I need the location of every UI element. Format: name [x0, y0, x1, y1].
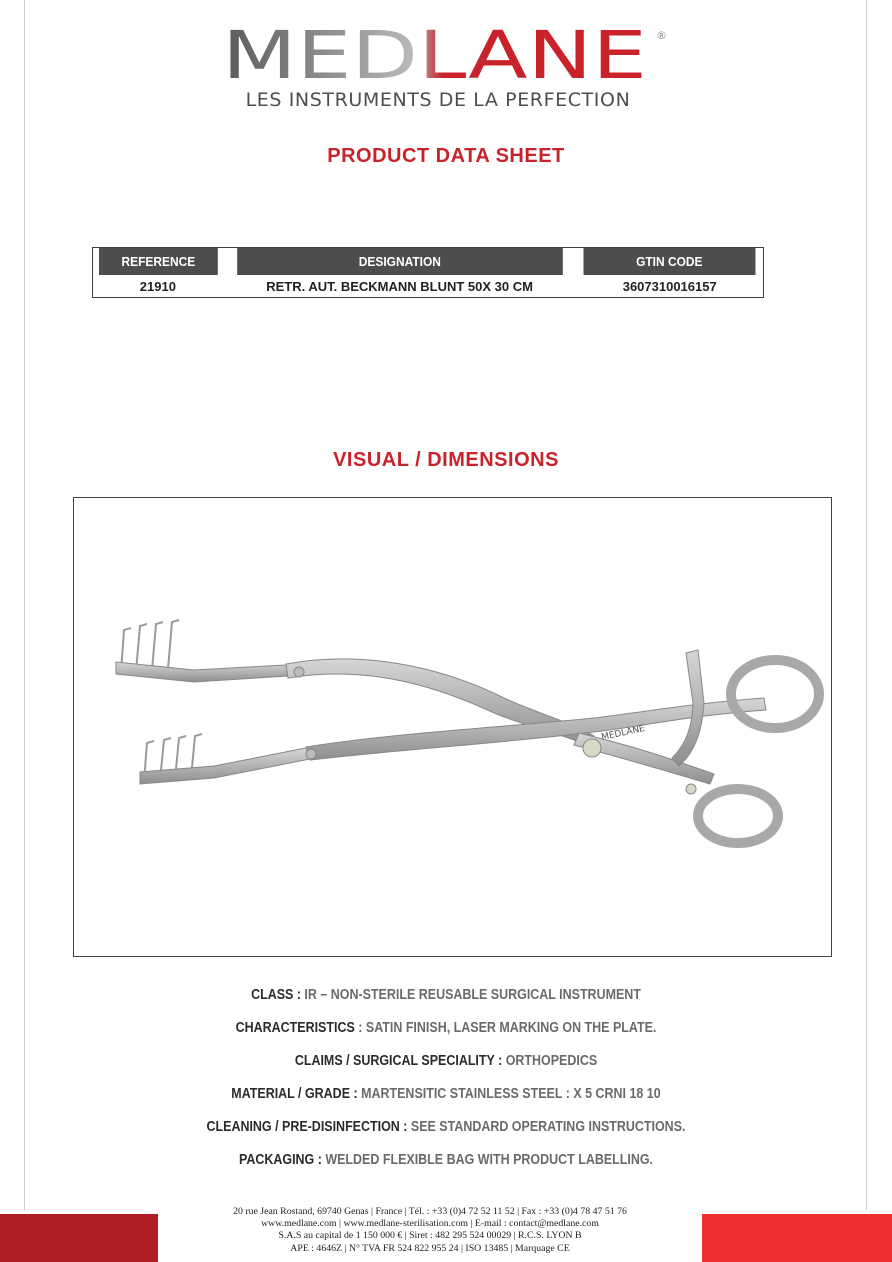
spec-class	[62, 984, 829, 1017]
ratchet-screw	[686, 784, 696, 794]
spec-label: CLASS :	[251, 987, 301, 1003]
footer-company: S.A.S au capital de 1 150 000 € | Siret : 482 295 524 00029 | R.C.S. LYON B	[278, 1230, 582, 1242]
cell-designation: RETR. AUT. BECKMANN BLUNT 50X 30 CM	[266, 278, 533, 294]
table-row	[93, 275, 764, 298]
spec-label: CLEANING / PRE-DISINFECTION :	[206, 1119, 408, 1135]
self-retaining-retractor-icon	[74, 498, 831, 956]
footer-bar-left	[0, 1214, 158, 1262]
spec-value: ORTHOPEDICS	[505, 1053, 598, 1069]
upper-finger-ring	[731, 660, 819, 728]
table-header-row	[93, 248, 764, 276]
upper-arm-blade	[116, 662, 288, 682]
visual-dimensions-title: VISUAL / DIMENSIONS	[333, 449, 559, 471]
logo-wordmark: MEDLANE	[222, 24, 647, 86]
lower-joint	[306, 749, 316, 759]
spec-label: CLAIMS / SURGICAL SPECIALITY :	[294, 1053, 503, 1069]
spec-label: CHARACTERISTICS	[235, 1020, 355, 1036]
header-designation: DESIGNATION	[237, 248, 562, 276]
spec-value: WELDED FLEXIBLE BAG WITH PRODUCT LABELLING.	[325, 1152, 654, 1168]
cell-reference: 21910	[139, 278, 176, 294]
lower-finger-ring	[698, 789, 778, 843]
footer-address: 20 rue Jean Rostand, 69740 Genas | France | Tél. : +33 (0)4 72 52 11 52 | Fax : +33 (0)4 78 47 51 76	[233, 1206, 627, 1217]
tagline: LES INSTRUMENTS DE LA PERFECTION	[245, 89, 631, 111]
footer-registration: APE : 4646Z | N° TVA FR 524 822 955 24 | ISO 13485 | Marquage CE	[290, 1242, 570, 1254]
spec-claims	[62, 1050, 829, 1083]
footer-contact	[160, 1206, 700, 1255]
upper-joint	[294, 667, 304, 677]
footer-bar-right	[702, 1214, 892, 1262]
spec-value: IR – NON-STERILE REUSABLE SURGICAL INSTRUMENT	[304, 987, 641, 1003]
medlane-logo	[222, 24, 672, 86]
spec-value: : SATIN FINISH, LASER MARKING ON THE PLATE.	[358, 1020, 657, 1036]
cell-gtin: 3607310016157	[622, 278, 717, 294]
spec-label: MATERIAL / GRADE :	[231, 1086, 358, 1102]
pivot-screw	[583, 739, 601, 757]
reference-table	[92, 247, 764, 298]
spec-label: PACKAGING :	[238, 1152, 322, 1168]
spec-value: MARTENSITIC STAINLESS STEEL : X 5 CRNI 18 10	[361, 1086, 661, 1102]
spec-packaging	[62, 1149, 829, 1182]
spec-value: SEE STANDARD OPERATING INSTRUCTIONS.	[410, 1119, 686, 1135]
engraved-brand: MEDLANE	[600, 723, 646, 743]
spec-material	[62, 1083, 829, 1116]
product-visual-frame	[73, 497, 832, 957]
product-data-sheet-title: PRODUCT DATA SHEET	[327, 145, 565, 167]
specifications-list	[0, 984, 892, 1182]
header-reference: REFERENCE	[98, 248, 218, 276]
spec-cleaning	[62, 1116, 829, 1149]
lower-arm-blade	[140, 748, 310, 784]
spec-characteristics	[62, 1017, 829, 1050]
registered-mark: ®	[656, 29, 667, 42]
header-gtin: GTIN CODE	[584, 248, 756, 276]
footer-web: www.medlane.com | www.medlane-sterilisation.com | E-mail : contact@medlane.com	[261, 1218, 599, 1230]
